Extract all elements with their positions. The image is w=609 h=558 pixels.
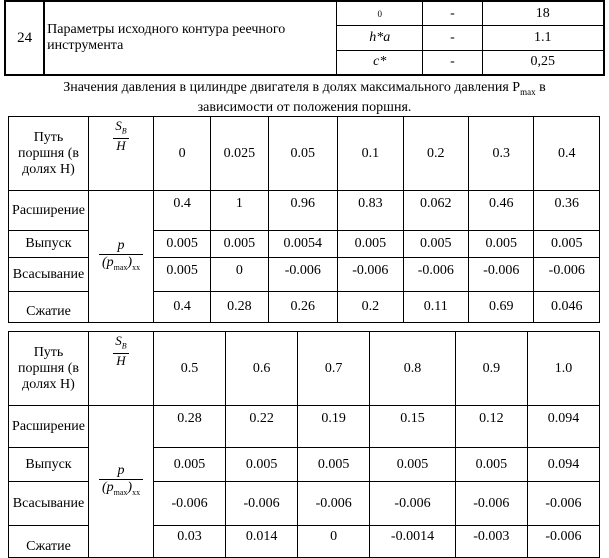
table-caption: Значения давления в цилиндре двигателя в долях максимального давления $P_{max}$ в зависимости от положения поршня. xyxy=(63,80,546,115)
pressure-value: 0.28 xyxy=(211,292,268,323)
pressure-value: -0.006 xyxy=(469,258,534,292)
position-value: 0.6 xyxy=(226,332,298,406)
pressure-value: 0.005 xyxy=(338,231,403,258)
pressure-value: 0.26 xyxy=(268,292,338,323)
pressure-value: 0.094 xyxy=(527,406,599,448)
parameter-symbol: c* xyxy=(337,50,423,75)
pressure-value: 0.005 xyxy=(154,231,211,258)
position-value: 0.2 xyxy=(403,117,468,191)
pressure-value: -0.006 xyxy=(154,482,226,526)
row-label-expansion: Расширение xyxy=(9,406,89,448)
pressure-value: 0.005 xyxy=(154,258,211,292)
pressure-value: -0.006 xyxy=(534,258,600,292)
pressure-value: 1 xyxy=(211,191,268,231)
pressure-value: 0.12 xyxy=(455,406,527,448)
position-value: 0.1 xyxy=(338,117,403,191)
pressure-value: 0.005 xyxy=(455,448,527,482)
pressure-value: 0.96 xyxy=(268,191,338,231)
row-label-intake: Всасывание xyxy=(9,258,89,292)
row-label-exhaust: Выпуск xyxy=(9,231,89,258)
pressure-value: 0 xyxy=(298,526,370,558)
position-value: 0.8 xyxy=(370,332,456,406)
pressure-value: 0.005 xyxy=(226,448,298,482)
pressure-ratio-formula: $\frac{p}{(p_{max})_{xx}}$ xyxy=(89,406,154,558)
parameter-symbol: h*a xyxy=(337,26,423,51)
parameter-value: 0,25 xyxy=(482,50,604,75)
parameter-dash: - xyxy=(423,26,482,51)
position-value: 0.025 xyxy=(211,117,268,191)
pressure-value: -0.006 xyxy=(527,526,599,558)
pressure-value: 0.19 xyxy=(298,406,370,448)
pressure-value: 0.4 xyxy=(154,292,211,323)
parameter-symbol: 0 xyxy=(337,1,423,26)
pressure-value: 0.2 xyxy=(338,292,403,323)
pressure-value: -0.006 xyxy=(527,482,599,526)
pressure-value: 0.062 xyxy=(403,191,468,231)
pressure-value: 0.046 xyxy=(534,292,600,323)
position-value: 0.7 xyxy=(298,332,370,406)
pressure-value: 0.69 xyxy=(469,292,534,323)
pressure-table-part-1 xyxy=(8,116,600,323)
pressure-value: -0.006 xyxy=(338,258,403,292)
pressure-ratio-formula: $\frac{p}{(p_{max})_{xx}}$ xyxy=(89,191,154,323)
sb-over-h-formula: $\frac{S_B}{H}$ xyxy=(89,117,154,191)
position-header: Путь поршня (в долях H) xyxy=(9,332,89,406)
pressure-value: 0.36 xyxy=(534,191,600,231)
position-value: 0.9 xyxy=(455,332,527,406)
row-label-intake: Всасывание xyxy=(9,482,89,526)
pressure-value: 0.83 xyxy=(338,191,403,231)
pressure-value: -0.006 xyxy=(455,482,527,526)
sb-over-h-formula: $\frac{S_B}{H}$ xyxy=(89,332,154,406)
pressure-value: 0.005 xyxy=(403,231,468,258)
pressure-value: -0.006 xyxy=(298,482,370,526)
pressure-value: 0.03 xyxy=(154,526,226,558)
row-number: 24 xyxy=(5,1,44,75)
pressure-value: 0.46 xyxy=(469,191,534,231)
parameter-value: 18 xyxy=(482,1,604,26)
pressure-table-part-2 xyxy=(8,331,600,558)
pressure-value: 0.22 xyxy=(226,406,298,448)
pressure-value: 0.28 xyxy=(154,406,226,448)
parameter-table xyxy=(4,0,605,76)
row-label-exhaust: Выпуск xyxy=(9,448,89,482)
pressure-value: 0.005 xyxy=(534,231,600,258)
parameter-dash: - xyxy=(423,50,482,75)
pressure-value: 0.4 xyxy=(154,191,211,231)
position-value: 0.05 xyxy=(268,117,338,191)
position-value: 1.0 xyxy=(527,332,599,406)
position-value: 0.4 xyxy=(534,117,600,191)
pressure-value: -0.006 xyxy=(226,482,298,526)
pressure-value: 0.005 xyxy=(469,231,534,258)
position-value: 0.5 xyxy=(154,332,226,406)
pressure-value: 0.15 xyxy=(370,406,456,448)
position-header: Путь поршня (в долях H) xyxy=(9,117,89,191)
row-label-compression: Сжатие xyxy=(9,526,89,558)
pressure-value: 0.11 xyxy=(403,292,468,323)
pressure-value: -0.003 xyxy=(455,526,527,558)
pressure-value: 0.014 xyxy=(226,526,298,558)
position-value: 0 xyxy=(154,117,211,191)
parameter-value: 1.1 xyxy=(482,26,604,51)
pressure-value: 0.005 xyxy=(370,448,456,482)
row-label-expansion: Расширение xyxy=(9,191,89,231)
row-label-compression: Сжатие xyxy=(9,292,89,323)
pressure-value: -0.006 xyxy=(370,482,456,526)
pressure-value: 0.094 xyxy=(527,448,599,482)
pressure-value: -0.006 xyxy=(268,258,338,292)
pressure-value: -0.006 xyxy=(403,258,468,292)
parameter-dash: - xyxy=(423,1,482,26)
pressure-value: -0.0014 xyxy=(370,526,456,558)
pressure-value: 0.005 xyxy=(298,448,370,482)
pressure-value: 0.005 xyxy=(211,231,268,258)
parameter-name: Параметры исходного контура реечного инструмента xyxy=(44,1,336,75)
position-value: 0.3 xyxy=(469,117,534,191)
pressure-value: 0 xyxy=(211,258,268,292)
pressure-value: 0.005 xyxy=(154,448,226,482)
pressure-value: 0.0054 xyxy=(268,231,338,258)
